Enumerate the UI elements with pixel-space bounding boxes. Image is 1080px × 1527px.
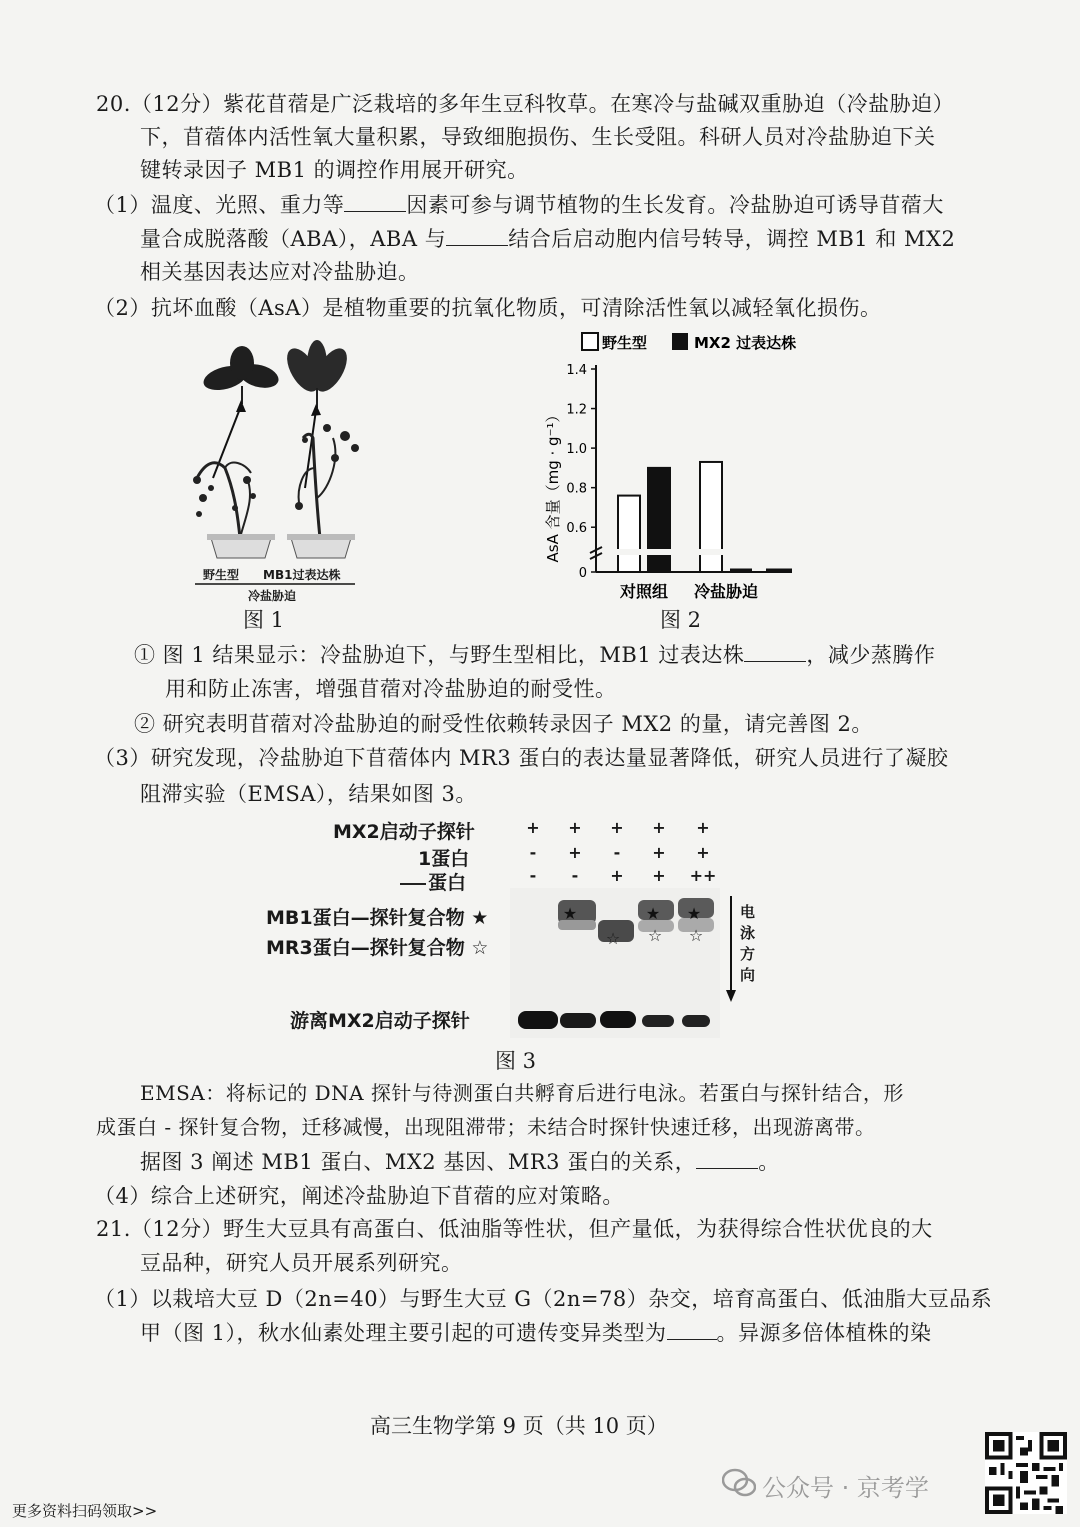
lane-sign: -: [529, 866, 537, 885]
q20-part1-text-a: （1）温度、光照、重力等: [94, 193, 345, 217]
q20-part1-text-b: 因素可参与调节植物的生长发育。冷盐胁迫可诱导苜蓿大: [406, 193, 944, 217]
q21-line-1: 21.（12分）野生大豆具有高蛋白、低油脂等性状，但产量低，为获得综合性状优良的大: [96, 1217, 933, 1241]
emsa-note-line-1: EMSA：将标记的 DNA 探针与待测蛋白共孵育后进行电泳。若蛋白与探针结合，形: [140, 1081, 904, 1105]
lane-sign: +: [652, 818, 666, 837]
y-tick-label: 0: [578, 566, 587, 581]
figure-2-bar-chart: [530, 325, 830, 610]
gel-star-open: ☆: [688, 926, 704, 945]
answer-blank[interactable]: [446, 225, 508, 246]
q20-part1-text-c: 量合成脱落酸（ABA），ABA 与: [140, 227, 447, 251]
q20-part1-text-d: 结合后启动胞内信号转导，调控 MB1 和 MX2: [508, 227, 956, 251]
q20-part2-sub1-line-2: 用和防止冻害，增强苜蓿对冷盐胁迫的耐受性。: [165, 677, 617, 701]
fig1-label-mb1: MB1过表达株: [263, 568, 341, 582]
lane-sign: +: [568, 843, 582, 862]
bar-break-gap: [616, 549, 642, 555]
q20-part2-sub1-text-a: ① 图 1 结果显示：冷盐胁迫下，与野生型相比，MB1 过表达株: [134, 643, 745, 667]
bar-break-gap: [698, 549, 724, 555]
electrophoresis-direction-label: 电 泳 方 向: [740, 903, 756, 984]
q21-part1-text-b: 。异源多倍体植株的染: [716, 1321, 932, 1345]
gel-star-filled: ★: [562, 904, 578, 923]
band-label-mr3: MR3蛋白—探针复合物 ☆: [266, 937, 489, 959]
q21-part1-text-a: 甲（图 1），秋水仙素处理主要引起的可遗传变异类型为: [140, 1321, 667, 1345]
lane-sign: +: [696, 843, 710, 862]
q20-line-2: 下，苜蓿体内活性氧大量积累，导致细胞损伤、生长受阻。科研人员对冷盐胁迫下关: [140, 125, 936, 149]
legend-swatch-mx2: [672, 333, 688, 350]
q20-part1-line-1: [94, 190, 944, 220]
q20-part1-line-2: [140, 224, 955, 254]
answer-blank[interactable]: [744, 641, 806, 662]
wechat-icon: [722, 1468, 756, 1498]
lane-sign: +: [610, 818, 624, 837]
bar-wild: [618, 496, 640, 572]
lane-sign: -: [613, 843, 621, 862]
legend-label-wild: 野生型: [602, 334, 648, 352]
bar-wild: [700, 462, 722, 572]
lane-sign: +: [568, 818, 582, 837]
bar-mx2: [648, 468, 670, 572]
row-label-probe: MX2启动子探针: [333, 821, 475, 843]
direction-arrow-icon: [724, 896, 738, 1006]
qr-code[interactable]: [985, 1432, 1067, 1514]
fig3-caption: 图 3: [495, 1049, 537, 1073]
fig1-label-wild: 野生型: [203, 568, 240, 582]
q20-line-1: 20.（12分）紫花苜蓿是广泛栽培的多年生豆科牧草。在寒冷与盐碱双重胁迫（冷盐胁迫）: [96, 92, 955, 116]
bar-break-gap: [646, 549, 672, 555]
watermark-text: 公众号 · 京考学: [762, 1474, 929, 1502]
band-label-free: 游离MX2启动子探针: [290, 1010, 470, 1032]
gel-star-filled: ★: [686, 904, 702, 923]
y-tick-label: 0.8: [566, 481, 587, 497]
emsa-note-line-2: 成蛋白 - 探针复合物，迁移减慢，出现阻滞带；未结合时探针快速迁移，出现游离带。: [96, 1115, 876, 1139]
q20-part2-sub1-line-1: [134, 640, 935, 670]
legend-swatch-wild: [582, 333, 598, 350]
lane-sign: +: [652, 866, 666, 885]
y-tick-label: 1.4: [566, 363, 587, 378]
more-materials-link[interactable]: 更多资料扫码领取>>: [12, 1502, 158, 1520]
gel-star-open: ☆: [605, 929, 621, 948]
q20-part4-line: （4）综合上述研究，阐述冷盐胁迫下苜蓿的应对策略。: [94, 1184, 624, 1208]
q20-part2-sub2-line: ② 研究表明苜蓿对冷盐胁迫的耐受性依赖转录因子 MX2 的量，请完善图 2。: [134, 712, 873, 736]
y-tick-label: 1.0: [566, 442, 587, 458]
answer-blank[interactable]: [667, 1319, 717, 1340]
y-tick-label: 1.2: [566, 402, 587, 418]
q20-part2-sub1-text-b: ，减少蒸腾作: [806, 643, 936, 667]
y-axis-label: AsA 含量（mg · g⁻¹）: [544, 407, 562, 563]
lane-sign: -: [571, 866, 579, 885]
page-footer: 高三生物学第 9 页（共 10 页）: [370, 1414, 668, 1438]
fig2-caption: 图 2: [660, 608, 702, 632]
band-label-mb1: MB1蛋白—探针复合物 ★: [266, 907, 489, 929]
x-category-label: 对照组: [619, 582, 669, 601]
fig1-label-stress: 冷盐胁迫: [248, 589, 297, 603]
q20-line-3: 键转录因子 MB1 的调控作用展开研究。: [140, 158, 529, 182]
q20-part3-line-3: [140, 1147, 780, 1177]
lane-sign: +: [526, 818, 540, 837]
fig1-caption: 图 1: [243, 608, 285, 632]
lane-sign: -: [529, 843, 537, 862]
lane-sign: ++: [689, 866, 717, 885]
legend-label-mx2: MX2 过表达株: [694, 334, 797, 352]
answer-blank[interactable]: [344, 191, 406, 212]
row-label-mb1: 1蛋白: [418, 848, 470, 870]
chart-bars: [616, 462, 792, 572]
q20-part3-text-d: 。: [758, 1150, 780, 1174]
y-tick-label: 0.6: [566, 521, 587, 537]
q21-line-2: 豆品种，研究人员开展系列研究。: [140, 1251, 463, 1275]
x-category-label: 冷盐胁迫: [693, 582, 759, 601]
lane-sign: +: [696, 818, 710, 837]
lane-sign: +: [652, 843, 666, 862]
q20-part1-line-3: 相关基因表达应对冷盐胁迫。: [140, 260, 420, 284]
gel-star-filled: ★: [645, 904, 661, 923]
gel-star-open: ☆: [647, 926, 663, 945]
q20-part2-line: （2）抗坏血酸（AsA）是植物重要的抗氧化物质，可清除活性氧以减轻氧化损伤。: [94, 296, 882, 320]
lane-sign: +: [610, 866, 624, 885]
q20-part3-text-c: 据图 3 阐述 MB1 蛋白、MX2 基因、MR3 蛋白的关系，: [140, 1150, 697, 1174]
q20-part3-line-2: 阻滞实验（EMSA），结果如图 3。: [140, 782, 477, 806]
row-label-mr3: 蛋白: [400, 868, 466, 895]
q21-part1-line-1: （1）以栽培大豆 D（2n=40）与野生大豆 G（2n=78）杂交，培育高蛋白、低油脂大豆品系: [94, 1287, 993, 1311]
q21-part1-line-2: [140, 1318, 932, 1348]
q20-part3-line-1: （3）研究发现，冷盐胁迫下苜蓿体内 MR3 蛋白的表达量显著降低，研究人员进行了凝胶: [94, 746, 949, 770]
answer-blank[interactable]: [696, 1148, 758, 1169]
